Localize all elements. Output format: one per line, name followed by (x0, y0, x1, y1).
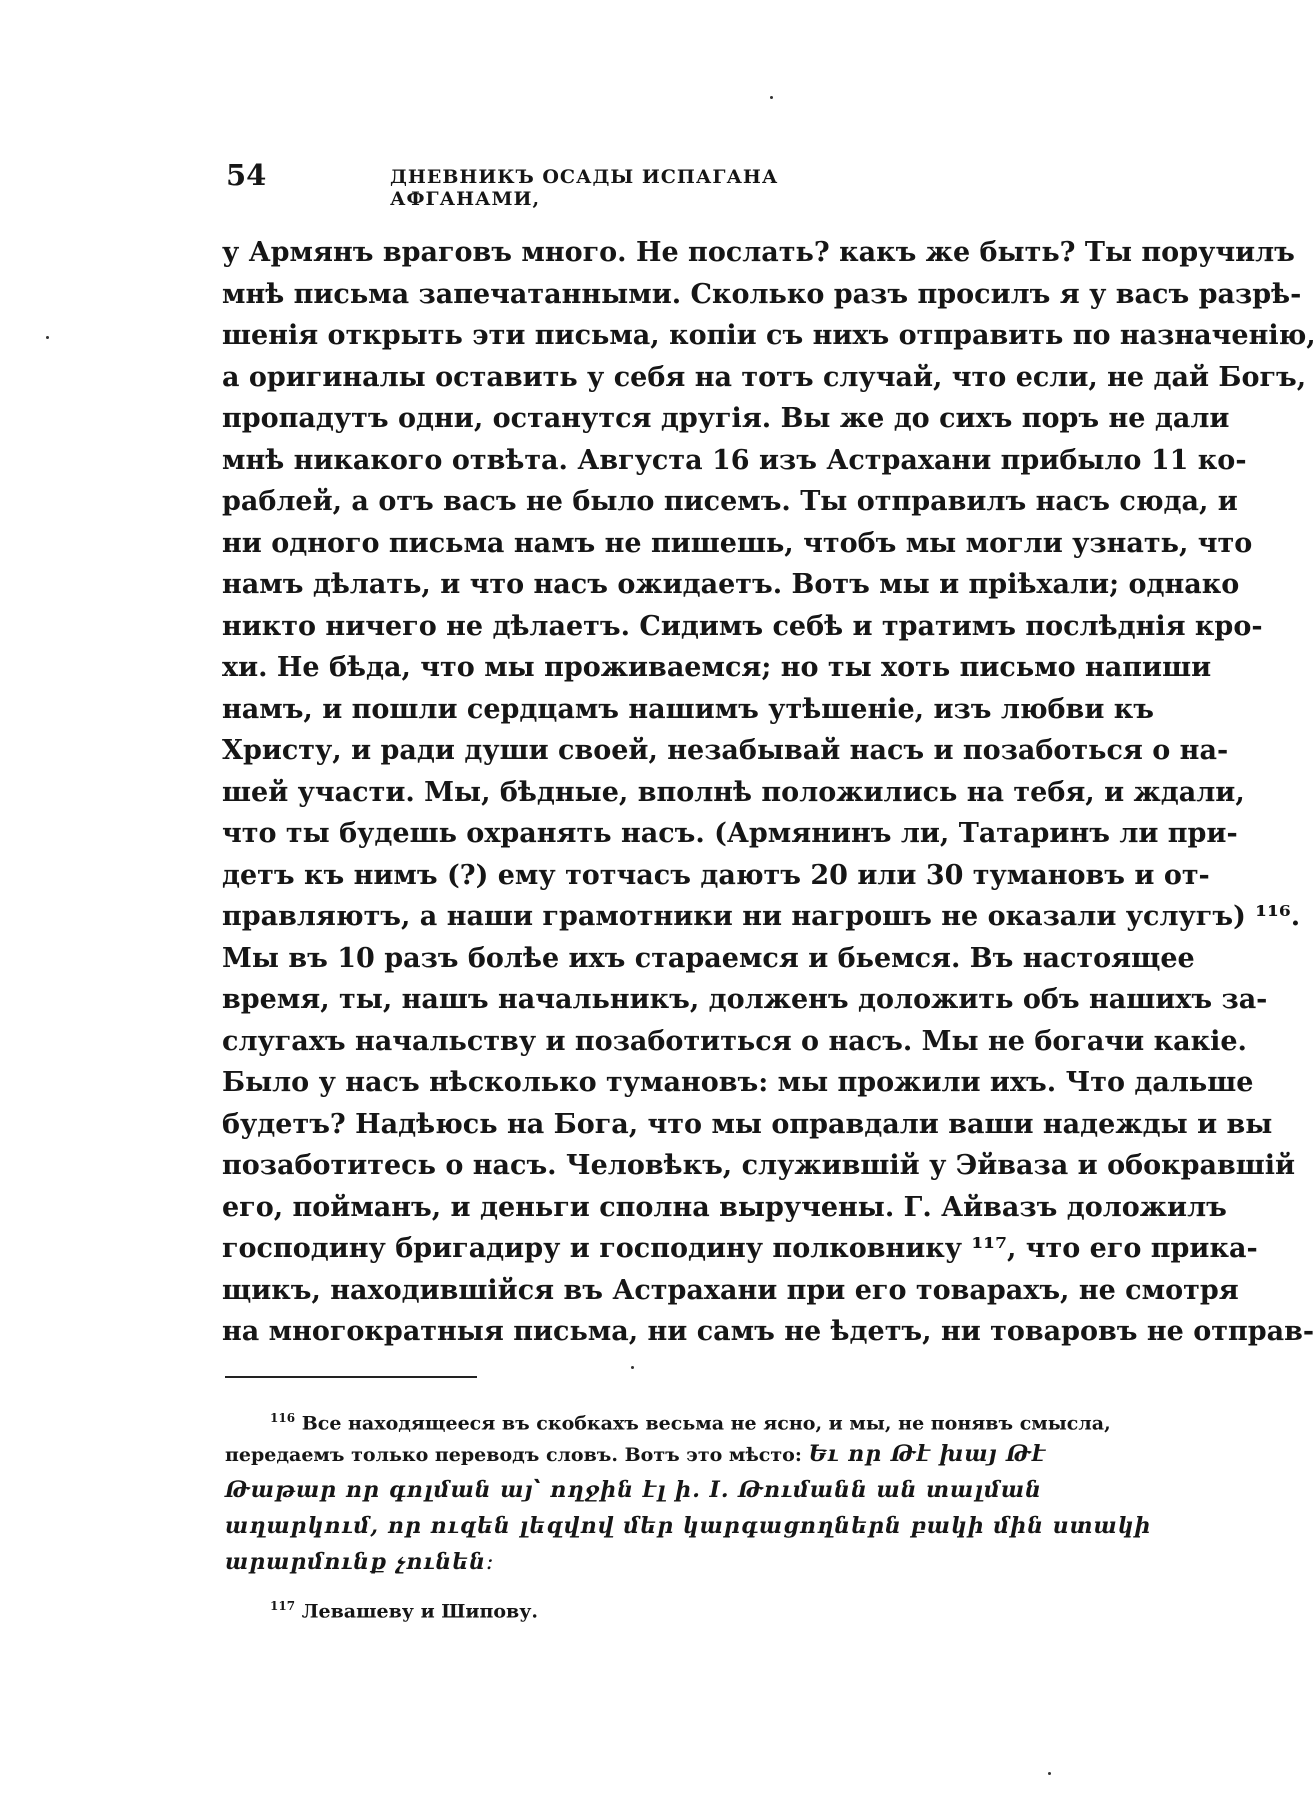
armenian-quote-line: արարմունք չունեն։ (225, 1549, 495, 1575)
footnote-117 (225, 1588, 1065, 1624)
text-line: слугахъ начальству и позаботиться о насъ. Мы не богачи какіе. (222, 1025, 1247, 1057)
text-line: у Армянъ враговъ много. Не послать? какъ же быть? Ты поручилъ (222, 237, 1295, 268)
text-line: никто ничего не дѣлаетъ. Сидимъ себѣ и тратимъ послѣднія кро- (222, 610, 1263, 642)
text-line: мнѣ никакого отвѣта. Августа 16 изъ Астрахани прибыло 11 ко- (222, 444, 1247, 476)
print-speck (46, 336, 49, 339)
footnote-text: Левашеву и Шипову. (301, 1600, 539, 1623)
footnote-text: передаемъ только переводъ словъ. Вотъ это мѣсто: (225, 1444, 802, 1466)
text-line: хи. Не бѣда, что мы проживаемся; но ты хоть письмо напиши (222, 652, 1212, 683)
footnote-rule (225, 1376, 477, 1378)
page-header (226, 158, 906, 210)
armenian-quote: Եւ որ Թէ խայ Թէ (808, 1441, 1047, 1467)
print-speck (1048, 1772, 1051, 1775)
text-line: правляютъ, а наши грамотники ни нагрошъ не оказали услугъ) ¹¹⁶. (222, 901, 1301, 932)
text-line: намъ дѣлать, и что насъ ожидаетъ. Вотъ мы и пріѣхали; однако (222, 569, 1240, 600)
text-line: позаботитесь о насъ. Человѣкъ, служившій у Эйваза и обокравшій (222, 1150, 1296, 1181)
footnote-116 (225, 1400, 1152, 1580)
text-line: что ты будешь охранять насъ. (Армянинъ ли, Татаринъ ли при- (222, 818, 1238, 849)
text-line: шей участи. Мы, бѣдные, вполнѣ положились на тебя, и ждали, (222, 776, 1245, 808)
footnote-mark: 117 (270, 1599, 296, 1613)
text-line: щикъ, находившійся въ Астрахани при его товарахъ, не смотря (222, 1274, 1239, 1306)
text-line: господину бригадиру и господину полковнику ¹¹⁷, что его прика- (222, 1233, 1258, 1264)
body-text (222, 232, 1316, 1353)
text-line: шенія открыть эти письма, копіи съ нихъ отправить по назначенію, (222, 320, 1316, 351)
text-line: время, ты, нашъ начальникъ, долженъ доложить объ нашихъ за- (222, 984, 1268, 1015)
text-line: его, пойманъ, и деньги сполна выручены. Г. Айвазъ доложилъ (222, 1191, 1227, 1223)
running-title: ДНЕВНИКЪ ОСАДЫ ИСПАГАНА АФГАНАМИ, (390, 166, 779, 210)
text-line: раблей, а отъ васъ не было писемъ. Ты отправилъ насъ сюда, и (222, 486, 1238, 517)
footnote-mark: 116 (270, 1411, 296, 1425)
footnote-line (225, 1588, 1065, 1624)
print-speck (631, 1366, 634, 1369)
text-line: ни одного письма намъ не пишешь, чтобъ мы могли узнать, что (222, 527, 1253, 559)
armenian-quote-line: Թաթար որ գոլման այ՝ ողջին էլ ի. I․ Թումանն ան տալման (225, 1477, 1042, 1503)
armenian-quote-line: աղարկում, որ ուզեն լեզվով մեր կարգացողներն բակի մին ստակի (225, 1513, 1152, 1539)
footnote-text: Все находящееся въ скобкахъ весьма не ясно, и мы, не понявъ смысла, (301, 1412, 1111, 1435)
text-line: мнѣ письма запечатанными. Сколько разъ просилъ я у васъ разрѣ- (222, 278, 1302, 310)
footnote-line (225, 1400, 1111, 1436)
text-line: Христу, и ради души своей, незабывай насъ и позаботься о на- (222, 735, 1229, 766)
text-line: Было у насъ нѣсколько тумановъ: мы прожили ихъ. Что дальше (222, 1067, 1254, 1098)
text-line: намъ, и пошли сердцамъ нашимъ утѣшеніе, изъ любви къ (222, 693, 1154, 725)
footnote-line (225, 1436, 1065, 1472)
footnotes (225, 1400, 1152, 1632)
text-line: детъ къ нимъ (?) ему тотчасъ даютъ 20 или 30 тумановъ и от- (222, 859, 1210, 891)
text-line: а оригиналы оставить у себя на тотъ случай, что если, не дай Богъ, (222, 361, 1307, 393)
text-line: пропадутъ одни, останутся другія. Вы же до сихъ поръ не дали (222, 403, 1230, 434)
print-speck (770, 96, 773, 99)
text-line: на многократныя письма, ни самъ не ѣдетъ, ни товаровъ не отправ- (222, 1316, 1315, 1347)
page-number: 54 (226, 158, 267, 192)
text-line: Мы въ 10 разъ болѣе ихъ стараемся и бьемся. Въ настоящее (222, 942, 1195, 974)
text-line: будетъ? Надѣюсь на Бога, что мы оправдали ваши надежды и вы (222, 1108, 1273, 1140)
